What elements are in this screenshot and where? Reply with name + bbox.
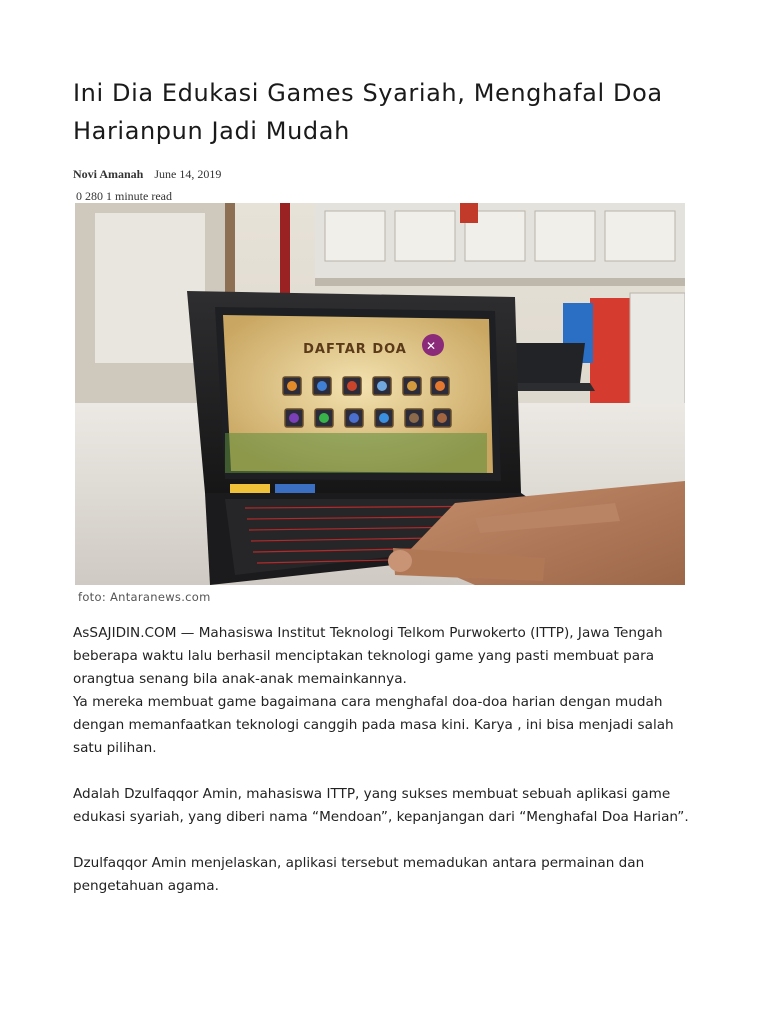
paragraph-4: Dzulfaqqor Amin menjelaskan, aplikasi tersebut memadukan antara permainan dan pengetahuan agama. [73,855,645,894]
svg-text:✕: ✕ [426,339,437,353]
publish-date: June 14, 2019 [154,167,222,181]
article-body [73,622,703,921]
photo-caption: foto: Antaranews.com [78,590,211,604]
paragraph-2: Ya mereka membuat game bagaimana cara menghafal doa-doa harian dengan mudah dengan memanfaatkan teknologi canggih pada masa kini. Karya , ini bisa menjadi salah satu pilihan. [73,694,674,756]
article-photo [75,203,685,585]
paragraph-3: Adalah Dzulfaqqor Amin, mahasiswa ITTP, yang sukses membuat sebuah aplikasi game edukasi syariah, yang diberi nama “Mendoan”, kepanjangan dari “Menghafal Doa Harian”. [73,786,689,825]
article-title: Ini Dia Edukasi Games Syariah, Menghafal Doa Harianpun Jadi Mudah [73,79,663,145]
byline [73,167,221,182]
screen-title: DAFTAR DOA [303,342,407,357]
author-name[interactable]: Novi Amanah [73,167,144,181]
paragraph-1: AsSAJIDIN.COM — Mahasiswa Institut Teknologi Telkom Purwokerto (ITTP), Jawa Tengah beberapa waktu lalu berhasil menciptakan teknologi game yang pasti membuat para orangtua senang bila anak-anak memainkannya. [73,625,663,687]
read-meta: 0 280 1 minute read [76,189,172,203]
